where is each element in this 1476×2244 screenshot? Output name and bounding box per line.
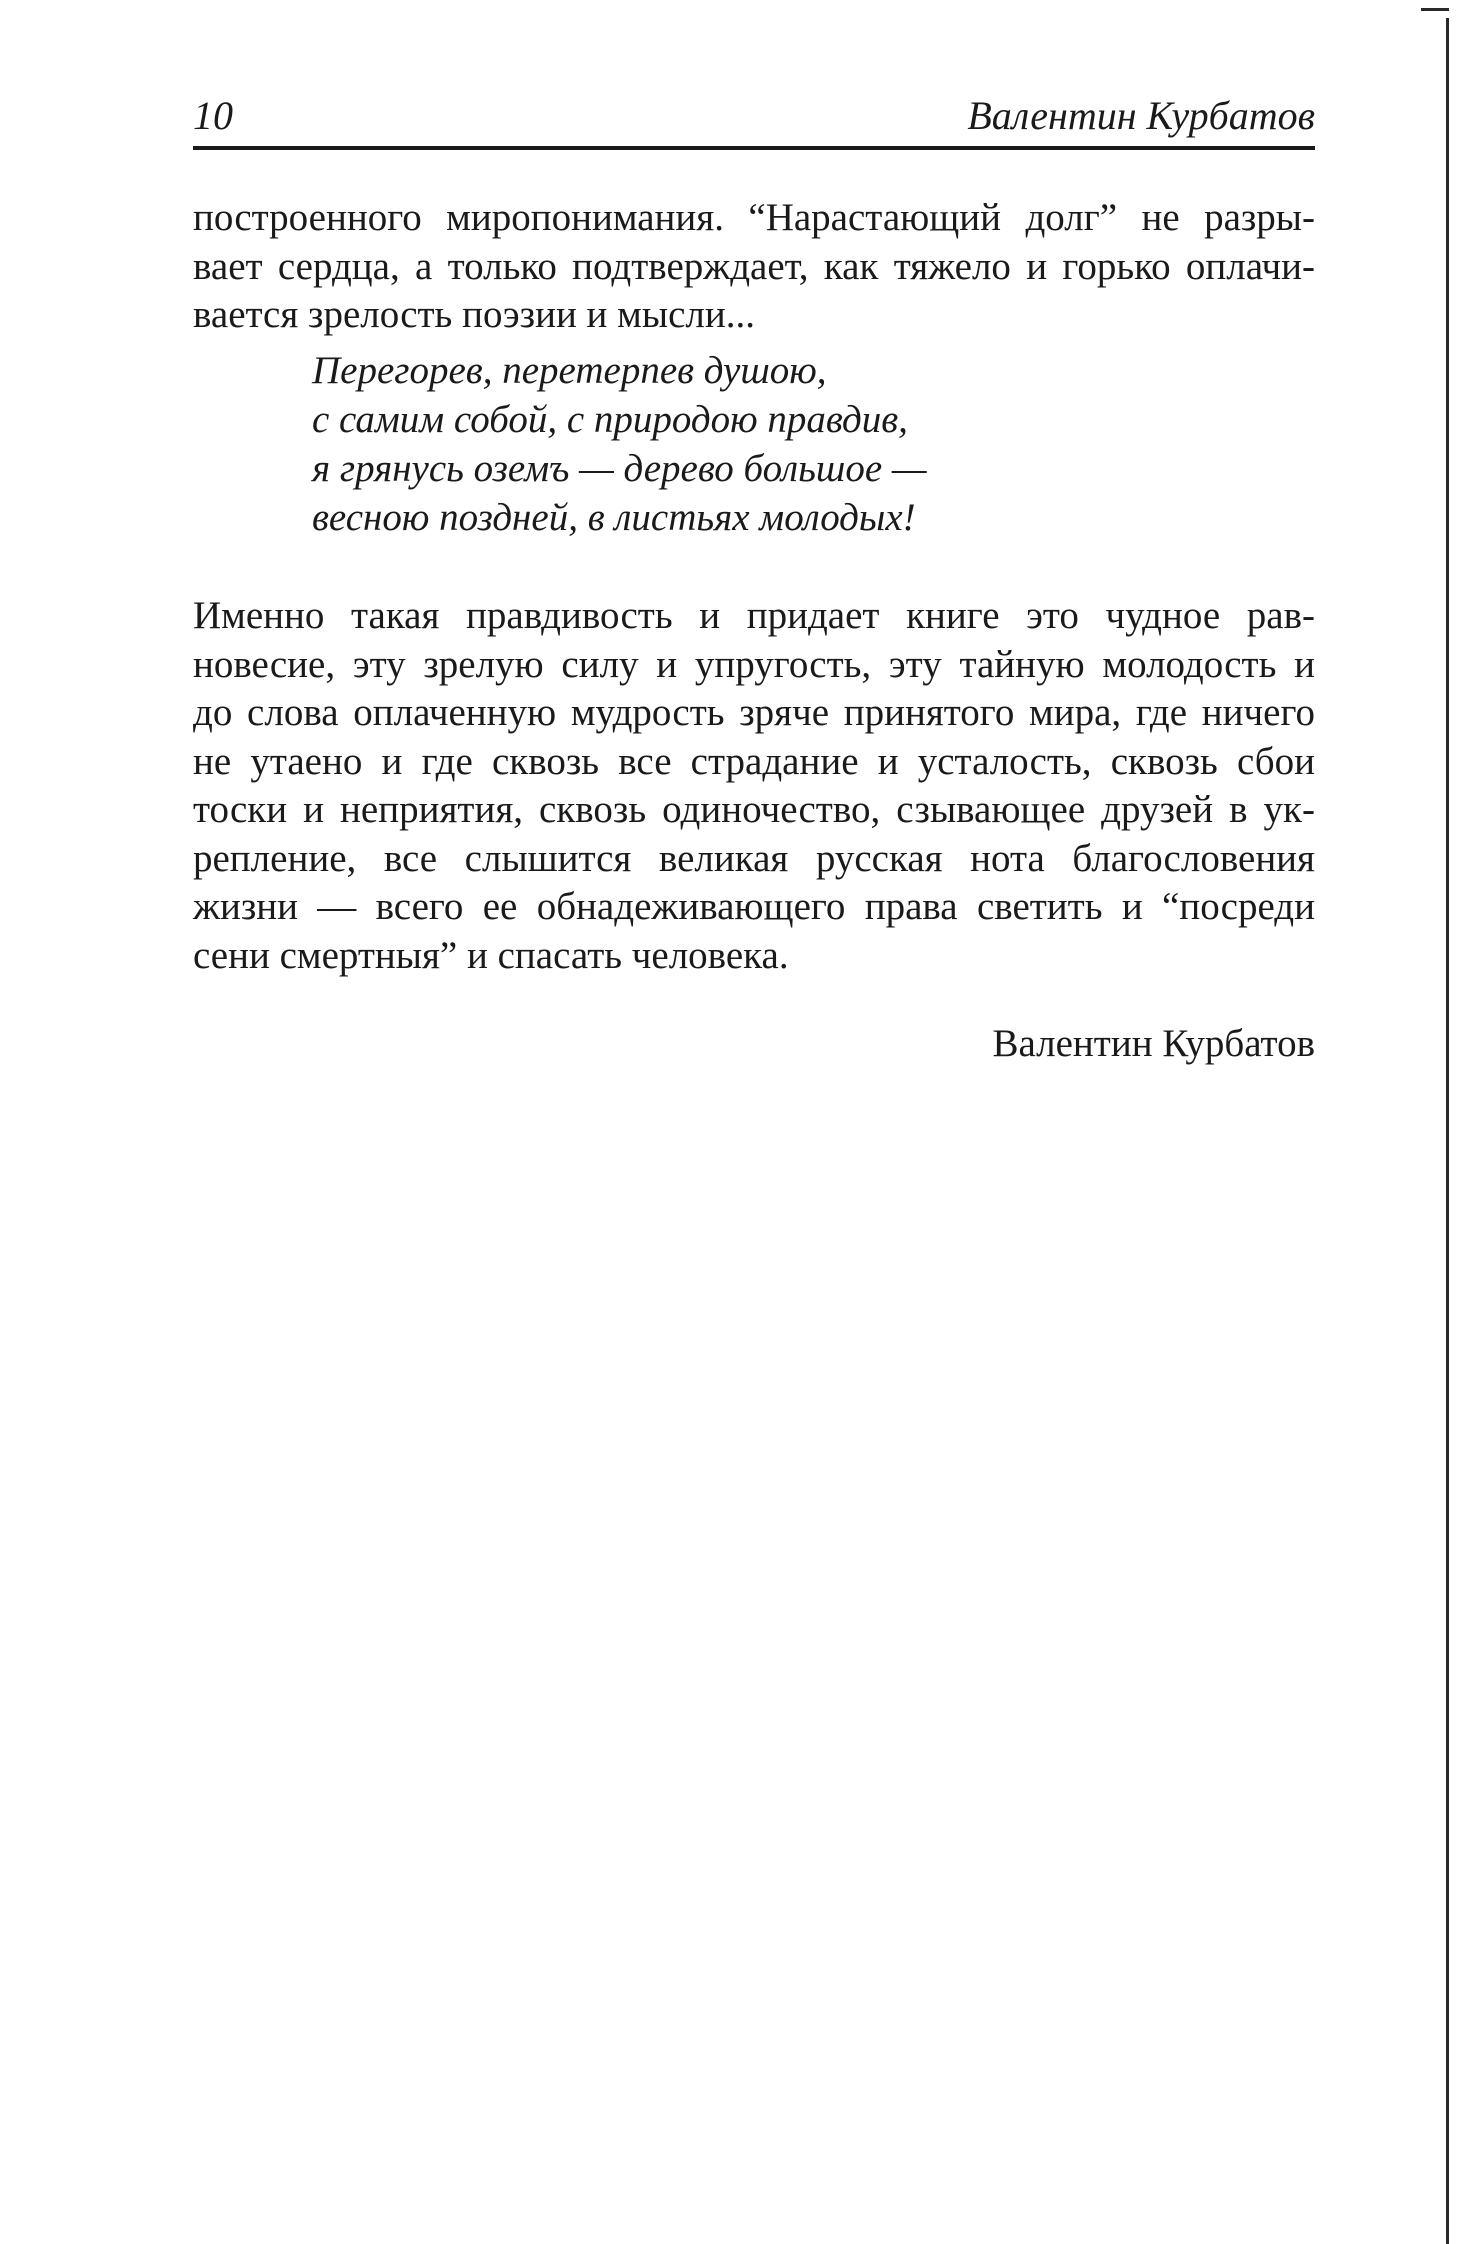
poem-line: я грянусь оземъ — дерево большое — [312,447,927,490]
running-title: Валентин Курбатов [967,93,1315,138]
header-rule [193,146,1315,150]
poem-line: Перегорев, перетерпев душою, [312,349,827,392]
page-number: 10 [193,93,233,138]
text-line: репление, все слышится великая русская нота благословения [193,836,1315,880]
author-signature: Валентин Курбатов [992,1022,1315,1065]
text-line: Именно такая правдивость и придает книге это чудное рав- [193,594,1315,637]
text-line: построенного миропонимания. “Нарастающий долг” не разры- [193,196,1315,239]
text-line: до слова оплаченную мудрость зряче принятого мира, где ничего [193,691,1315,734]
poem-line: весною поздней, в листьях молодых! [312,496,916,539]
text-line: жизни — всего ее обнадеживающего права светить и “посреди [193,885,1315,928]
poem-line: с самим собой, с природою правдив, [312,398,908,441]
text-line: тоски и неприятия, сквозь одиночество, сзывающее друзей в ук- [193,788,1315,831]
paragraph-2 [193,592,1315,980]
page-edge-line [1446,18,1449,2244]
text-line: сени смертныя” и спасать человека. [193,933,789,977]
paragraph-1 [193,194,1315,340]
text-line: вает сердца, а только подтверждает, как тяжело и горько оплачи- [193,244,1315,288]
page-header [193,92,1315,152]
page-edge-mark [1421,8,1449,11]
text-line: новесие, эту зрелую силу и упругость, эту тайную молодость и [193,642,1315,686]
text-line: не утаено и где сквозь все страдание и усталость, сквозь сбои [193,739,1315,783]
text-line: вается зрелость поэзии и мысли... [193,293,755,336]
poem-quote [312,346,927,542]
